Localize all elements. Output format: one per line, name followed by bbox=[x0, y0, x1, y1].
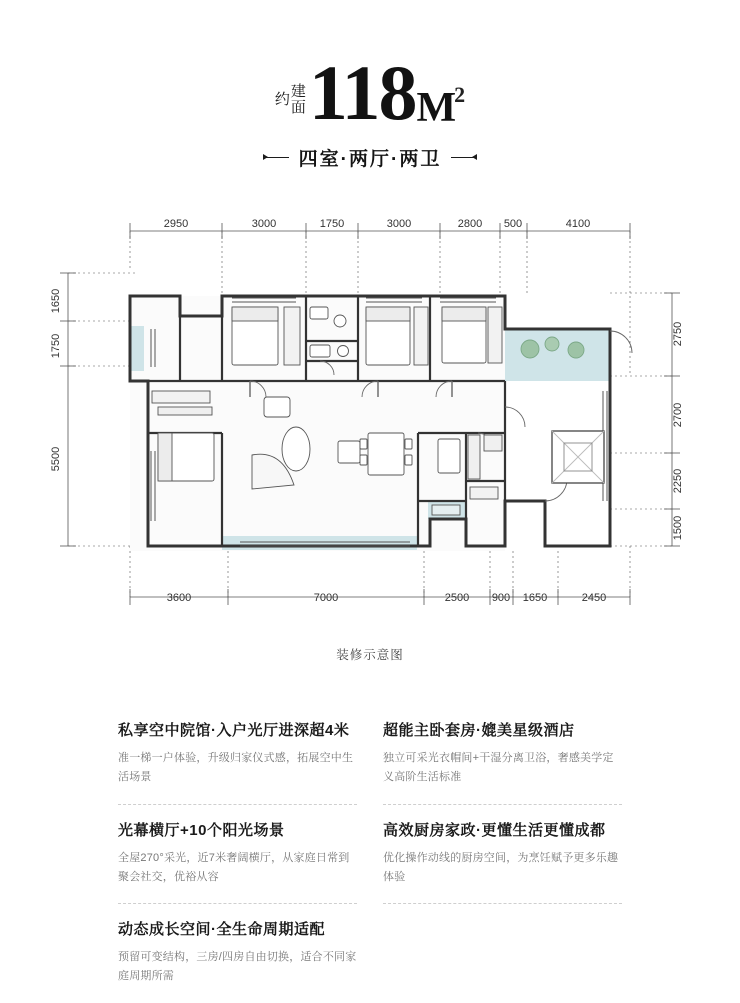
top-dimension-labels bbox=[164, 218, 590, 230]
dim-right-0: 2750 bbox=[672, 321, 684, 347]
plan-body bbox=[130, 296, 632, 551]
feature-desc: 预留可变结构，三房/四房自由切换，适合不同家庭周期所需 bbox=[118, 951, 357, 983]
dining-table bbox=[368, 433, 404, 475]
feature-title: 私享空中院馆·入户光厅进深超4米 bbox=[118, 722, 350, 740]
toilet-2 bbox=[338, 346, 349, 357]
right-dimension-labels bbox=[672, 322, 684, 540]
bath-tub bbox=[438, 439, 460, 473]
area-unit-superscript: 2 bbox=[454, 82, 466, 108]
wardrobe-1 bbox=[284, 307, 300, 365]
dim-bottom-3: 900 bbox=[491, 592, 511, 605]
dim-left-1: 1750 bbox=[50, 333, 62, 359]
plant-1 bbox=[521, 340, 539, 358]
dim-left-2: 5500 bbox=[50, 446, 62, 472]
left-dimension-labels bbox=[50, 289, 62, 471]
utility-counter bbox=[470, 487, 498, 499]
area-prefix-label: 建面约 bbox=[272, 83, 306, 116]
dim-bottom-0: 3600 bbox=[166, 592, 192, 605]
bottom-dimension-group bbox=[130, 546, 630, 605]
dim-top-5: 500 bbox=[503, 218, 523, 231]
kitchen-stove bbox=[484, 435, 502, 451]
feature-desc: 优化操作动线的厨房空间，为烹饪赋予更多乐趣体验 bbox=[383, 851, 619, 883]
dim-top-2: 1750 bbox=[319, 218, 345, 231]
feature-item bbox=[118, 805, 357, 905]
title-row bbox=[0, 49, 740, 136]
area-unit: M bbox=[416, 85, 457, 132]
feature-item bbox=[383, 705, 622, 805]
wardrobe-2 bbox=[414, 307, 428, 365]
floor-plan-svg bbox=[0, 201, 740, 631]
dim-bottom-5: 2450 bbox=[581, 592, 607, 605]
features-left-column bbox=[118, 705, 357, 1003]
plan-caption: 装修示意图 bbox=[336, 648, 404, 663]
dim-right-1: 2700 bbox=[672, 402, 684, 428]
features-right-column bbox=[383, 705, 622, 1003]
dim-left-0: 1650 bbox=[50, 288, 62, 314]
wardrobe-3 bbox=[488, 307, 502, 363]
rule-right-icon bbox=[451, 157, 477, 158]
area-number: 118 bbox=[308, 49, 416, 136]
feature-title: 超能主卧套房·媲美星级酒店 bbox=[383, 722, 575, 740]
plant-3 bbox=[568, 342, 584, 358]
balcony-bottom bbox=[222, 536, 417, 550]
dim-bottom-4: 1650 bbox=[522, 592, 548, 605]
floor-plan bbox=[0, 201, 740, 631]
rule-left-icon bbox=[263, 157, 289, 158]
dim-top-6: 4100 bbox=[565, 218, 591, 231]
dim-top-4: 2800 bbox=[457, 218, 483, 231]
kitchen-counter bbox=[468, 435, 480, 479]
side-balcony-left bbox=[130, 326, 144, 371]
feature-title: 光幕横厅+10个阳光场景 bbox=[118, 821, 285, 839]
header bbox=[0, 0, 740, 171]
dim-bottom-2: 2500 bbox=[444, 592, 470, 605]
washer bbox=[432, 505, 460, 515]
terrace-balcony bbox=[505, 329, 610, 381]
feature-item bbox=[118, 705, 357, 805]
sink-2 bbox=[310, 345, 330, 357]
feature-item bbox=[118, 904, 357, 1003]
dim-top-1: 3000 bbox=[251, 218, 277, 231]
feature-desc: 独立可采光衣帽间+干湿分离卫浴，奢感美学定义高阶生活标准 bbox=[383, 752, 614, 784]
tv-cabinet bbox=[158, 407, 212, 415]
feature-item bbox=[383, 805, 622, 905]
feature-title: 高效厨房家政·更懂生活更懂成都 bbox=[383, 821, 606, 839]
dim-right-3: 1500 bbox=[672, 515, 684, 541]
dim-top-0: 2950 bbox=[163, 218, 189, 231]
sink-1 bbox=[310, 307, 328, 319]
plant-2 bbox=[545, 337, 559, 351]
wardrobe-master bbox=[152, 391, 210, 403]
toilet-1 bbox=[334, 315, 346, 327]
feature-desc: 全屋270°采光，近7米奢阔横厅，从家庭日常到聚会社交，优裕从容 bbox=[118, 851, 350, 883]
feature-title: 动态成长空间·全生命周期适配 bbox=[118, 921, 325, 939]
dim-right-2: 2250 bbox=[672, 468, 684, 494]
bottom-dimension-labels bbox=[167, 592, 606, 604]
dim-top-3: 3000 bbox=[386, 218, 412, 231]
layout-subtitle: 四室·两厅·两卫 bbox=[298, 149, 442, 171]
armchair bbox=[282, 427, 310, 471]
sofa bbox=[264, 397, 290, 417]
right-dimension-group bbox=[610, 293, 680, 546]
features-section bbox=[118, 705, 622, 1003]
subtitle-row bbox=[0, 144, 740, 171]
coffee-table bbox=[338, 441, 360, 463]
dim-bottom-1: 7000 bbox=[313, 592, 339, 605]
feature-desc: 准一梯一户体验，升级归家仪式感，拓展空中生活场景 bbox=[118, 752, 354, 784]
